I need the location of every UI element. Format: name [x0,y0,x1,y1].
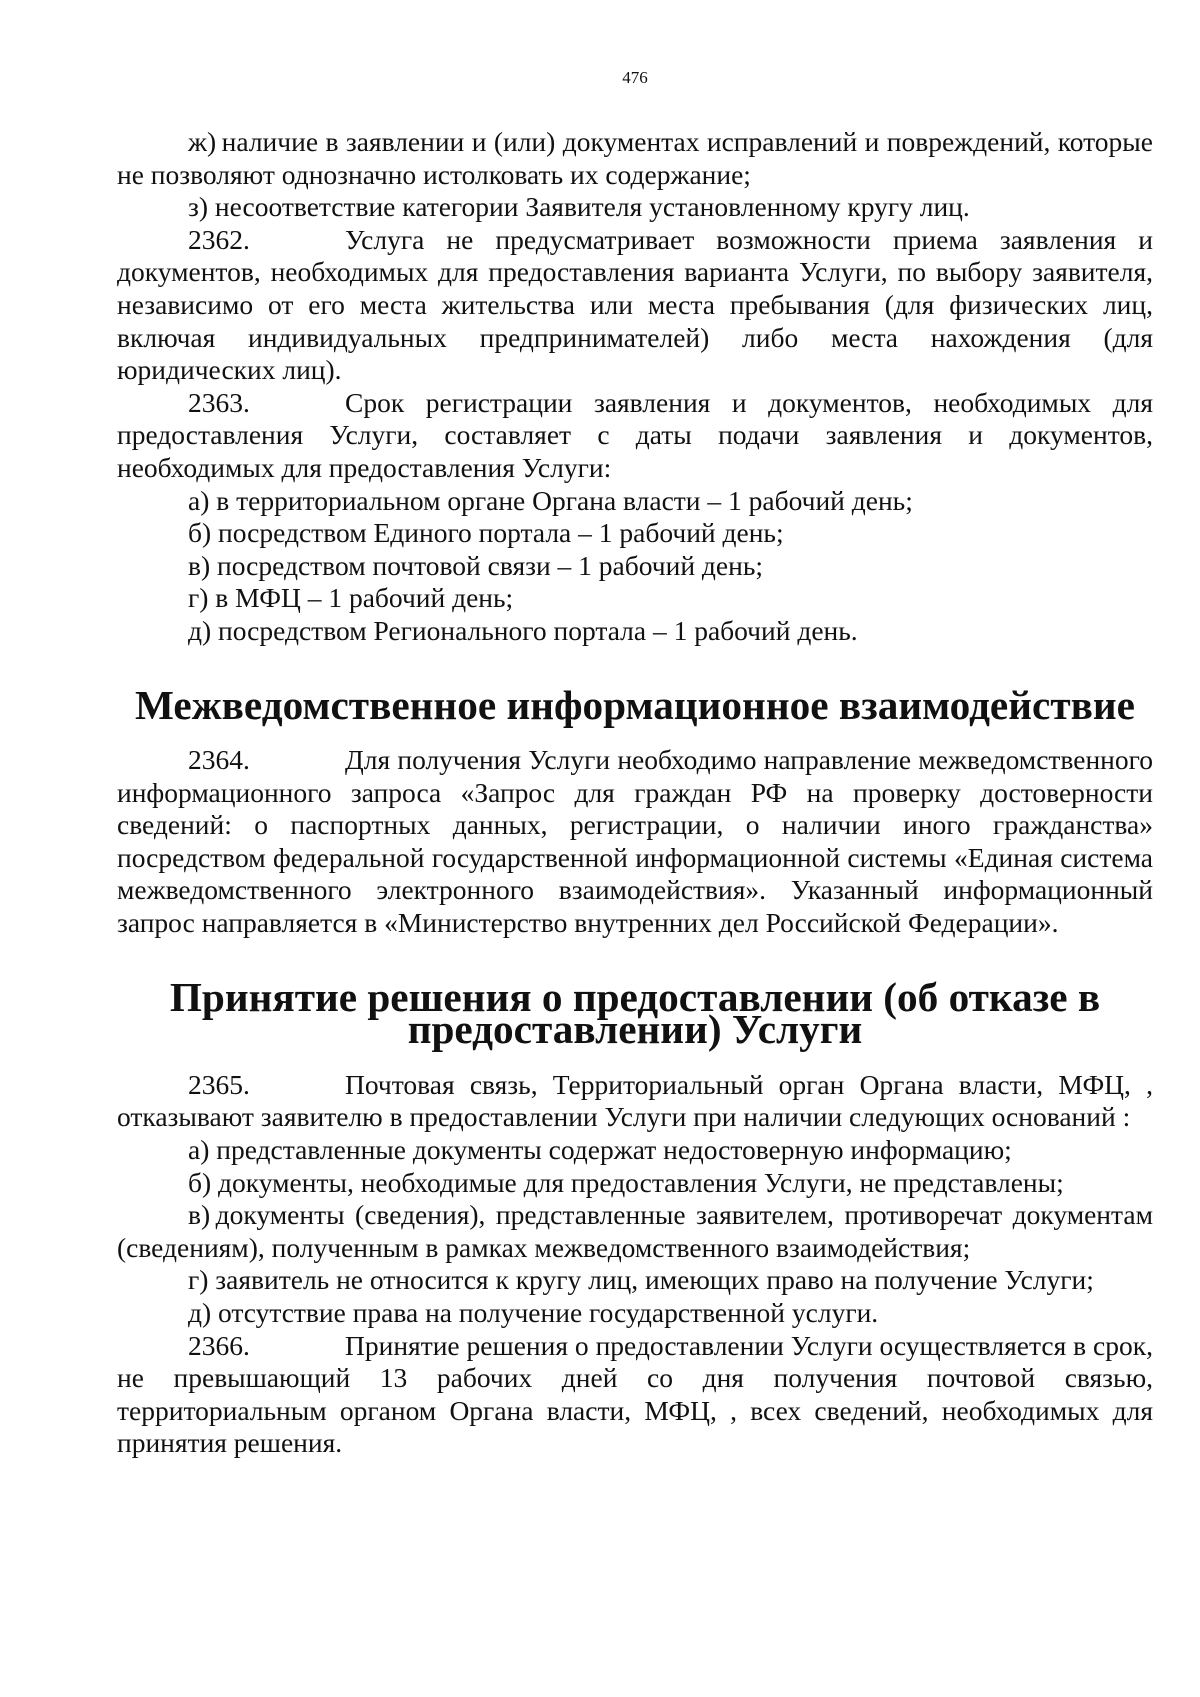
list-item-zh: ж) наличие в заявлении и (или) документах исправлений и повреждений, которые не позволяют однозначно истолковать их содержание; [117,126,1153,190]
paragraph-number: 2365. [188,1068,250,1100]
list-item: б) посредством Единого портала – 1 рабочий день; [188,517,784,549]
list-item: в) документы (сведения), представленные заявителем, противоречат документам (сведениям), полученным в рамках межведомственного взаимодействия; [117,1199,1153,1263]
paragraph-text: Срок регистрации заявления и документов, необходимых для предоставления Услуги, составляет с даты подачи заявления и документов, необходимых для предоставления Услуги: [117,386,1153,483]
paragraph-text: Почтовая связь, Территориальный орган Органа власти, МФЦ, , отказывают заявителю в предоставлении Услуги при наличии следующих оснований : [117,1068,1153,1133]
paragraph-text: Принятие решения о предоставлении Услуги осуществляется в срок, не превышающий 13 рабочих дней со дня получения почтовой связью, территориальным органом Органа власти, МФЦ, , всех сведений, необходимых для принятия решения. [117,1329,1153,1459]
list-item: а) в территориальном органе Органа власти – 1 рабочий день; [188,484,913,516]
paragraph-number: 2362. [188,223,250,255]
list-item: в) посредством почтовой связи – 1 рабочий день; [188,549,764,581]
paragraph-2363 [117,387,1153,485]
paragraph-number: 2363. [188,386,250,418]
list-item: а) представленные документы содержат недостоверную информацию; [188,1134,1012,1166]
paragraph-2366 [117,1330,1153,1460]
list-item: г) в МФЦ – 1 рабочий день; [188,582,514,614]
paragraph-number: 2364. [188,744,250,776]
list-item: д) отсутствие права на получение государственной услуги. [188,1297,879,1328]
section-heading-interdepartmental: Межведомственное информационное взаимодействие [135,681,1135,728]
paragraph-text: Для получения Услуги необходимо направление межведомственного информационного запроса «Запрос для граждан РФ на проверку достоверности сведений: о паспортных данных, регистрации, о наличии иного гражданства» посредством федеральной государственной информационной системы «Единая система межведомственного электронного взаимодействия». Указанный информационный запрос направляется в «Министерство внутренних дел Российской Федерации». [117,744,1153,939]
section-heading-decision: Принятие решения о предоставлении (об отказе в предоставлении) Услуги [169,973,1101,1053]
document-page [117,68,1153,1460]
paragraph-2364 [117,744,1153,940]
paragraph-2365 [117,1069,1153,1134]
paragraph-2362 [117,224,1153,387]
list-item: г) заявитель не относится к кругу лиц, имеющих право на получение Услуги; [188,1264,1094,1296]
list-item: б) документы, необходимые для предоставления Услуги, не представлены; [188,1166,1064,1198]
list-item: д) посредством Регионального портала – 1 рабочий день. [188,614,858,646]
paragraph-number: 2366. [188,1329,250,1361]
page-number: 476 [622,68,648,87]
paragraph-text: Услуга не предусматривает возможности приема заявления и документов, необходимых для предоставления варианта Услуги, по выбору заявителя, независимо от его места жительства или места пребывания (для физических лиц, включая индивидуальных предпринимателей) либо места нахождения (для юридических лиц). [117,223,1153,386]
list-item-z: з) несоответствие категории Заявителя установленному кругу лиц. [188,191,970,223]
